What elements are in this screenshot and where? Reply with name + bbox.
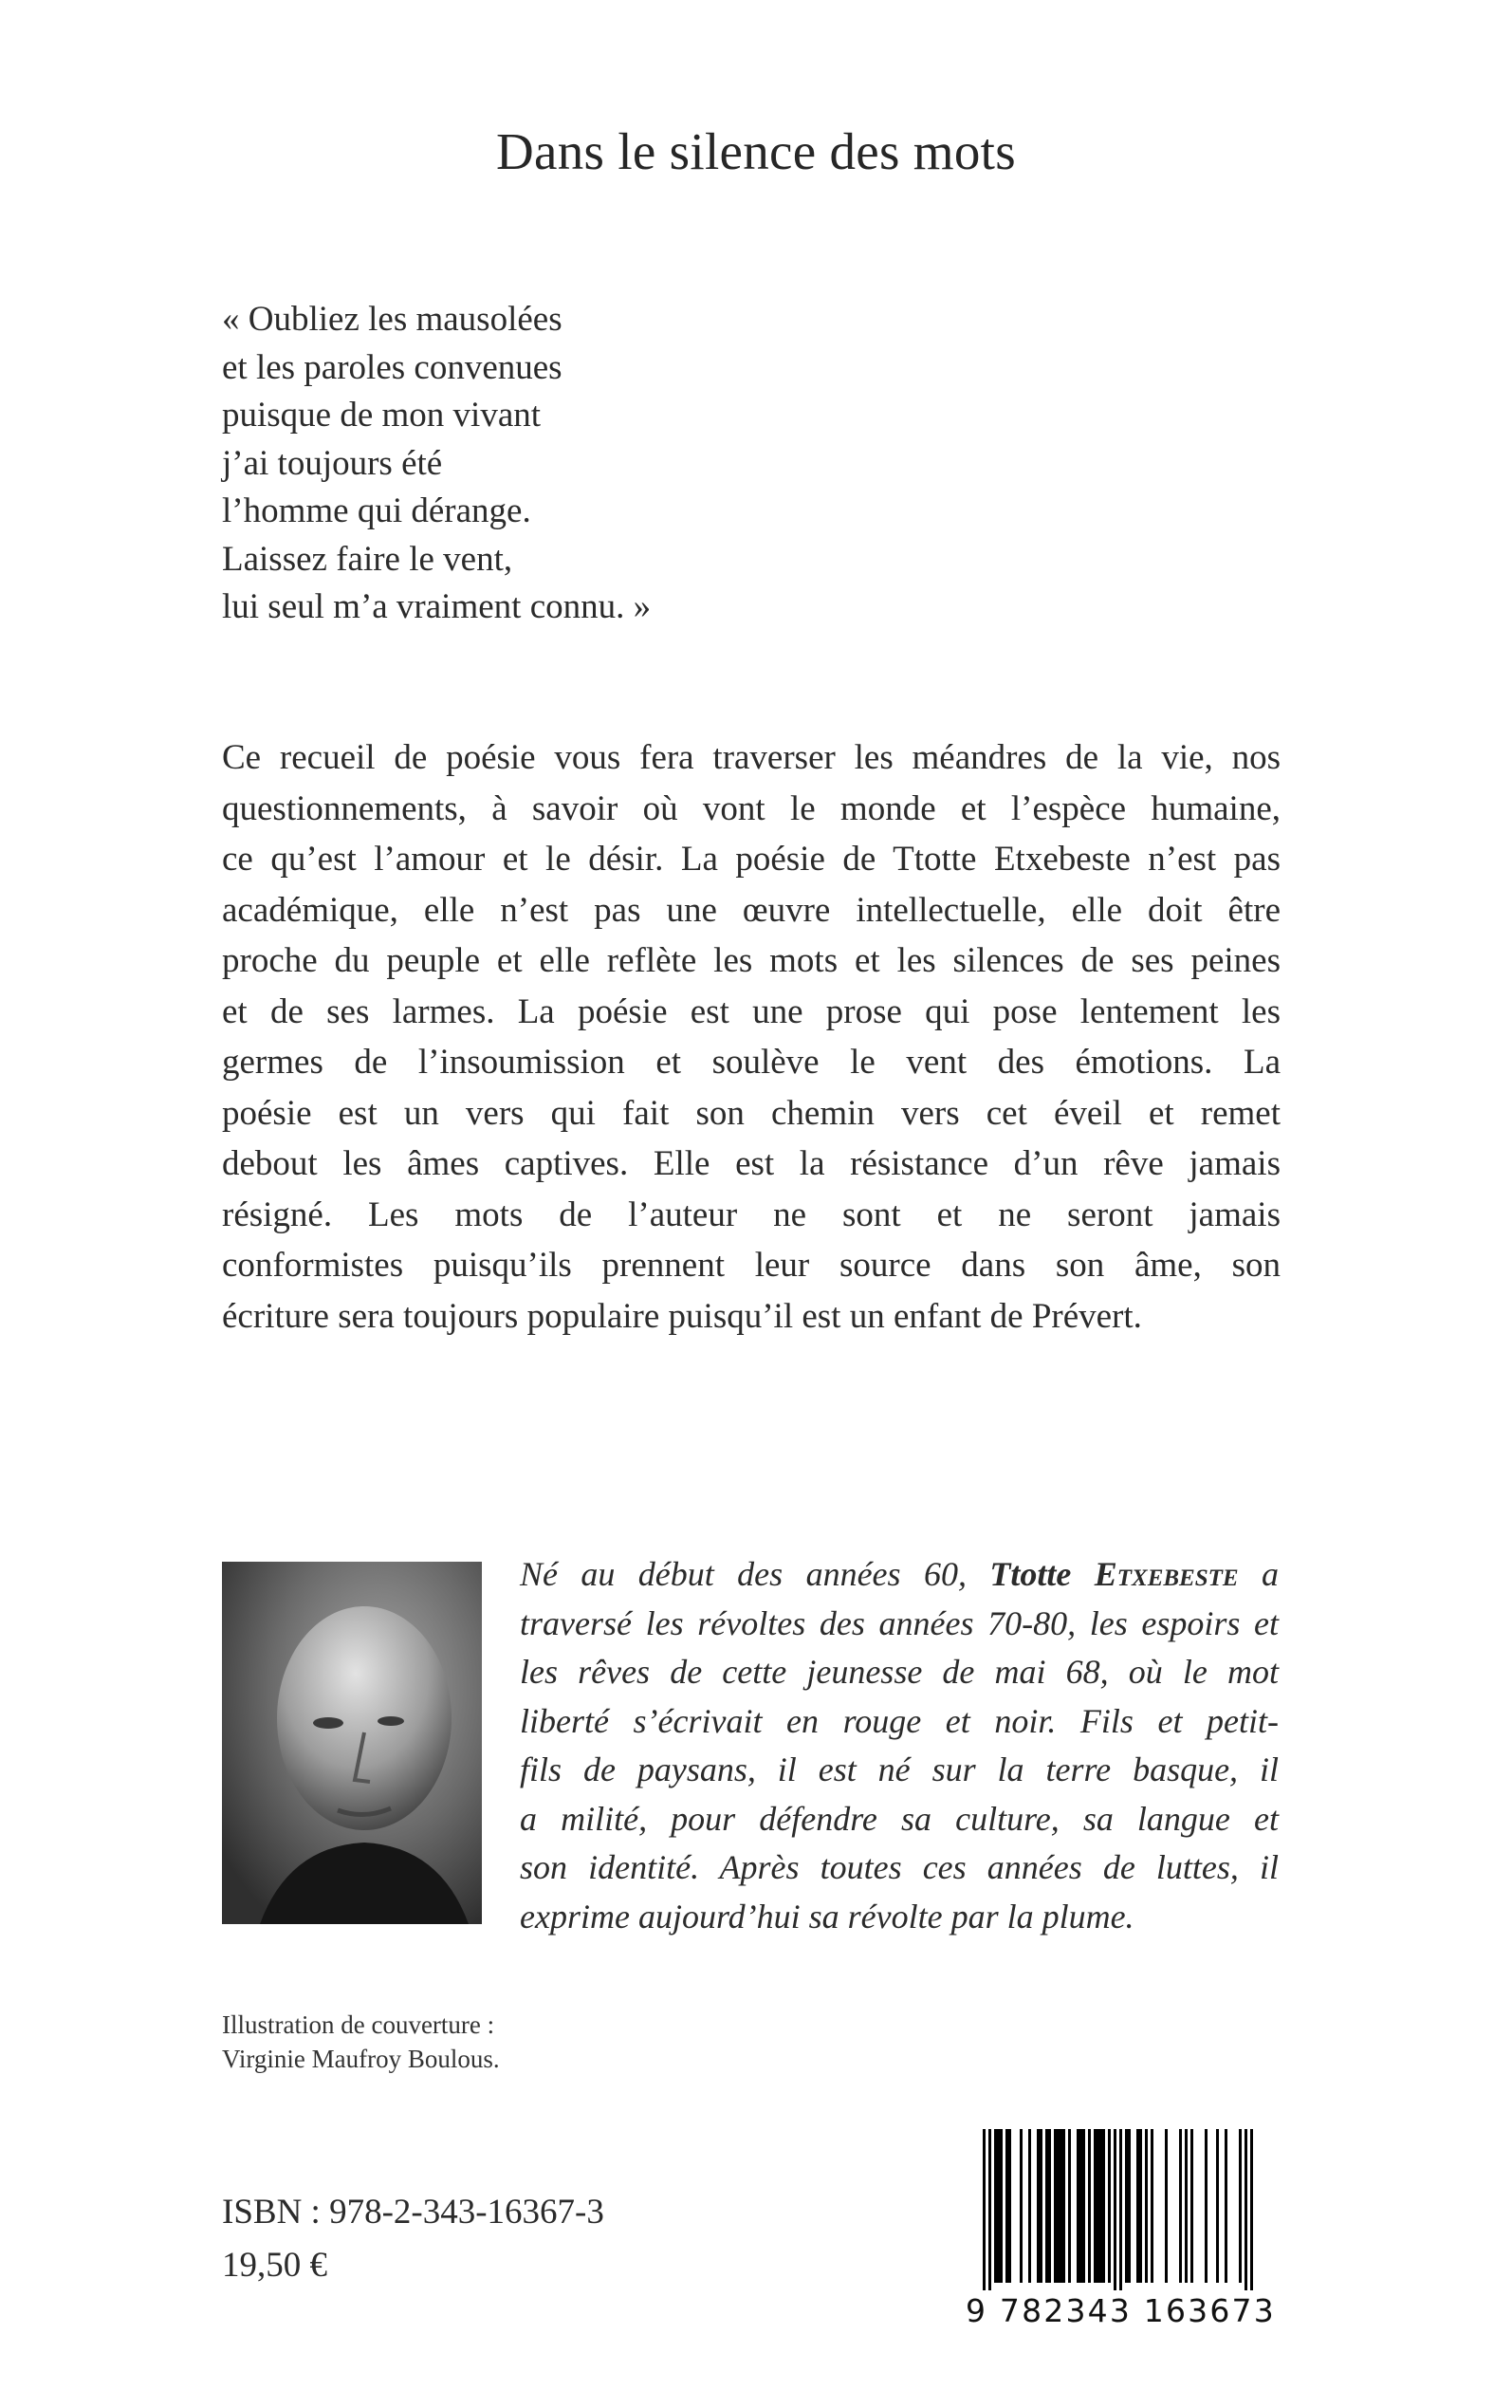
author-last-name: Etxebeste bbox=[1094, 1555, 1239, 1593]
barcode-bar bbox=[1250, 2129, 1253, 2290]
barcode-bar bbox=[1054, 2129, 1057, 2283]
barcode-bar bbox=[997, 2129, 1000, 2283]
barcode-bar bbox=[1225, 2129, 1227, 2283]
barcode-bar bbox=[1108, 2129, 1111, 2283]
barcode-bar bbox=[1119, 2129, 1122, 2290]
barcode-bar bbox=[1185, 2129, 1188, 2283]
price: 19,50 € bbox=[222, 2246, 327, 2285]
barcode-bar bbox=[983, 2129, 986, 2290]
poem-line: j’ai toujours été bbox=[222, 443, 443, 483]
barcode-bar bbox=[1151, 2129, 1153, 2283]
bio-line bbox=[520, 1550, 1279, 1600]
book-description bbox=[222, 732, 1281, 1342]
barcode-bar bbox=[1028, 2129, 1031, 2283]
description-line: et de ses larmes. La poésie est une prose qui pose lentement les bbox=[222, 991, 1281, 1031]
barcode-bar bbox=[1165, 2129, 1168, 2283]
description-line: proche du peuple et elle reflète les mots et les silences de ses peines bbox=[222, 941, 1281, 980]
bio-line: liberté s’écrivait en rouge et noir. Fils et petit- bbox=[520, 1701, 1279, 1740]
bio-line: son identité. Après toutes ces années de luttes, il bbox=[520, 1848, 1279, 1886]
barcode-bar bbox=[1139, 2129, 1142, 2283]
barcode-bar bbox=[1008, 2129, 1011, 2283]
barcode-bar bbox=[994, 2129, 997, 2283]
poem-line: et les paroles convenues bbox=[222, 347, 562, 387]
description-line: Ce recueil de poésie vous fera traverser les méandres de la vie, nos bbox=[222, 738, 1281, 777]
barcode-bar bbox=[1190, 2129, 1193, 2283]
barcode-bar bbox=[1239, 2129, 1242, 2283]
isbn-number: ISBN : 978-2-343-16367-3 bbox=[222, 2193, 604, 2232]
barcode-bar bbox=[1094, 2129, 1097, 2283]
book-title: Dans le silence des mots bbox=[496, 122, 1016, 180]
barcode-bar bbox=[1060, 2129, 1062, 2283]
bio-line: traversé les révoltes des années 70-80, les espoirs et bbox=[520, 1603, 1279, 1642]
credit-label: Illustration de couverture : bbox=[222, 2010, 495, 2039]
barcode-bar bbox=[1088, 2129, 1091, 2283]
poem-line: lui seul m’a vraiment connu. » bbox=[222, 587, 652, 626]
barcode-bar bbox=[1216, 2129, 1219, 2283]
description-line: poésie est un vers qui fait son chemin vers cet éveil et remet bbox=[222, 1093, 1281, 1133]
barcode-bar bbox=[1205, 2129, 1208, 2283]
barcode-bar bbox=[1000, 2129, 1003, 2283]
poem-line: Laissez faire le vent, bbox=[222, 539, 513, 579]
author-photo bbox=[222, 1562, 482, 1924]
barcode-bar bbox=[988, 2129, 991, 2290]
poem-line: puisque de mon vivant bbox=[222, 396, 542, 435]
barcode-bar bbox=[1082, 2129, 1085, 2283]
barcode-digits: 9 782343 163673 bbox=[966, 2292, 1276, 2329]
poem-excerpt bbox=[222, 296, 1076, 632]
description-line: debout les âmes captives. Elle est la résistance d’un rêve jamais bbox=[222, 1144, 1281, 1183]
barcode-bar bbox=[1179, 2129, 1182, 2283]
barcode-bar bbox=[1057, 2129, 1060, 2283]
bio-line: les rêves de cette jeunesse de mai 68, où le mot bbox=[520, 1653, 1279, 1691]
barcode-bar bbox=[1005, 2129, 1008, 2283]
barcode-bar bbox=[1048, 2129, 1051, 2283]
description-line: questionnements, à savoir où vont le monde et l’espèce humaine, bbox=[222, 788, 1281, 828]
barcode-bar bbox=[1114, 2129, 1116, 2290]
barcode-bar bbox=[1062, 2129, 1065, 2283]
description-line: résigné. Les mots de l’auteur ne sont et ne seront jamais bbox=[222, 1195, 1281, 1234]
description-line: conformistes puisqu’ils prennent leur source dans son âme, son bbox=[222, 1246, 1281, 1285]
barcode-bar bbox=[1099, 2129, 1102, 2283]
bio-line: a milité, pour défendre sa culture, sa langue et bbox=[520, 1799, 1279, 1838]
bio-line: fils de paysans, il est né sur la terre basque, il bbox=[520, 1750, 1279, 1788]
barcode-bar bbox=[1040, 2129, 1042, 2283]
barcode-bar bbox=[1136, 2129, 1139, 2283]
publication-info bbox=[222, 2186, 604, 2292]
barcode-bar bbox=[1020, 2129, 1023, 2283]
barcode-bar bbox=[1079, 2129, 1082, 2283]
author-bio bbox=[520, 1550, 1279, 1941]
barcode-bar bbox=[1097, 2129, 1099, 2283]
barcode-bar bbox=[1245, 2129, 1247, 2290]
barcode-bar bbox=[1145, 2129, 1148, 2283]
barcode-bar bbox=[1037, 2129, 1040, 2283]
barcode-bar bbox=[1045, 2129, 1048, 2283]
cover-credit bbox=[222, 2008, 500, 2076]
author-portrait-image bbox=[222, 1562, 482, 1924]
barcode-bar bbox=[1125, 2129, 1128, 2283]
description-line: germes de l’insoumission et soulève le vent des émotions. La bbox=[222, 1043, 1281, 1082]
barcode-bar bbox=[1068, 2129, 1071, 2283]
bio-line: exprime aujourd’hui sa révolte par la plume. bbox=[520, 1897, 1134, 1936]
credit-name: Virginie Maufroy Boulous. bbox=[222, 2045, 500, 2073]
description-line: ce qu’est l’amour et le désir. La poésie de Ttotte Etxebeste n’est pas bbox=[222, 840, 1281, 879]
barcode-bar bbox=[1128, 2129, 1131, 2283]
barcode bbox=[966, 2129, 1276, 2340]
barcode-bars bbox=[966, 2129, 1271, 2290]
author-first-name: Ttotte bbox=[989, 1555, 1072, 1593]
bio-intro: Né au début des années 60, bbox=[520, 1555, 967, 1593]
description-line: académique, elle n’est pas une œuvre intellectuelle, elle doit être bbox=[222, 890, 1281, 930]
barcode-bar bbox=[1102, 2129, 1105, 2283]
poem-line: l’homme qui dérange. bbox=[222, 491, 531, 530]
poem-line: « Oubliez les mausolées bbox=[222, 300, 562, 339]
barcode-bar bbox=[1077, 2129, 1079, 2283]
description-line: écriture sera toujours populaire puisqu’il est un enfant de Prévert. bbox=[222, 1296, 1142, 1336]
bio-intro-end: a bbox=[1262, 1555, 1279, 1593]
